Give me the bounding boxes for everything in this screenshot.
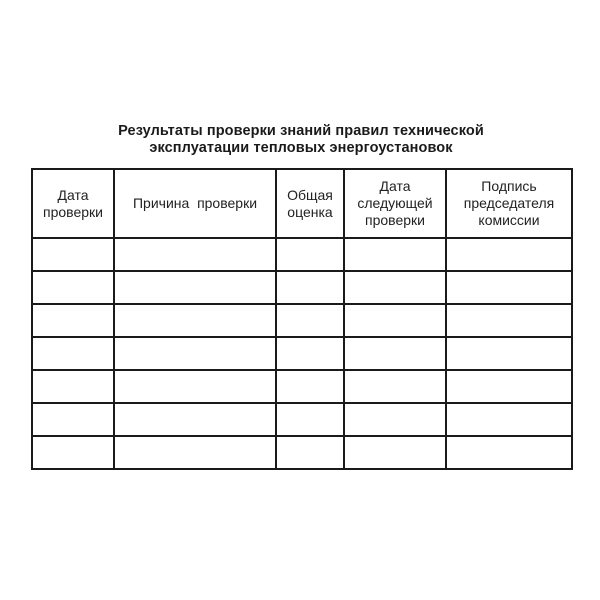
col-header-check-date <box>32 169 114 238</box>
table-cell[interactable] <box>114 370 276 403</box>
table-row <box>32 337 572 370</box>
table-cell[interactable] <box>446 436 572 469</box>
table-cell[interactable] <box>446 271 572 304</box>
table-cell[interactable] <box>276 370 344 403</box>
col-header-check-reason <box>114 169 276 238</box>
col-header-line: оценка <box>287 203 333 220</box>
col-header-line: Дата <box>379 178 411 194</box>
table-cell[interactable] <box>344 370 446 403</box>
table-cell[interactable] <box>344 271 446 304</box>
col-header-line: председателя <box>463 195 555 211</box>
table-cell[interactable] <box>114 304 276 337</box>
col-header-line: комиссии <box>478 212 540 228</box>
table-cell[interactable] <box>32 271 114 304</box>
table-cell[interactable] <box>344 403 446 436</box>
col-header-line: Дата <box>57 186 89 203</box>
table-row <box>32 403 572 436</box>
table-cell[interactable] <box>276 271 344 304</box>
table-cell[interactable] <box>344 304 446 337</box>
col-header-overall-grade <box>276 169 344 238</box>
col-header-line: проверки <box>43 203 103 220</box>
table-cell[interactable] <box>446 403 572 436</box>
col-header-line: Причина проверки <box>132 195 258 211</box>
table-cell[interactable] <box>32 370 114 403</box>
table-cell[interactable] <box>32 304 114 337</box>
table-cell[interactable] <box>32 436 114 469</box>
table-cell[interactable] <box>114 403 276 436</box>
col-header-line: Общая <box>287 186 333 203</box>
table-cell[interactable] <box>32 238 114 271</box>
table-cell[interactable] <box>114 436 276 469</box>
col-header-line: следующей <box>357 195 433 211</box>
table-cell[interactable] <box>276 337 344 370</box>
table-cell[interactable] <box>446 370 572 403</box>
table-row <box>32 370 572 403</box>
table-cell[interactable] <box>344 337 446 370</box>
table-cell[interactable] <box>114 238 276 271</box>
table-cell[interactable] <box>114 271 276 304</box>
title-line-1: Результаты проверки знаний правил технической <box>118 123 484 139</box>
col-header-line: проверки <box>365 212 425 228</box>
table-cell[interactable] <box>114 337 276 370</box>
col-header-next-check-date <box>344 169 446 238</box>
table-cell[interactable] <box>344 238 446 271</box>
results-table <box>31 168 573 470</box>
table-cell[interactable] <box>446 238 572 271</box>
table-row <box>32 436 572 469</box>
table-row <box>32 238 572 271</box>
col-header-chairman-signature <box>446 169 572 238</box>
col-header-line: Подпись <box>481 178 537 194</box>
table-cell[interactable] <box>276 304 344 337</box>
table-cell[interactable] <box>446 337 572 370</box>
title-line-2: эксплуатации тепловых энергоустановок <box>149 140 453 156</box>
table-cell[interactable] <box>32 337 114 370</box>
table-row <box>32 271 572 304</box>
table-cell[interactable] <box>276 403 344 436</box>
table-cell[interactable] <box>32 403 114 436</box>
table-row <box>32 304 572 337</box>
table-cell[interactable] <box>446 304 572 337</box>
table-cell[interactable] <box>344 436 446 469</box>
header-row <box>32 169 572 238</box>
document-title <box>30 123 572 157</box>
table-cell[interactable] <box>276 436 344 469</box>
table-cell[interactable] <box>276 238 344 271</box>
